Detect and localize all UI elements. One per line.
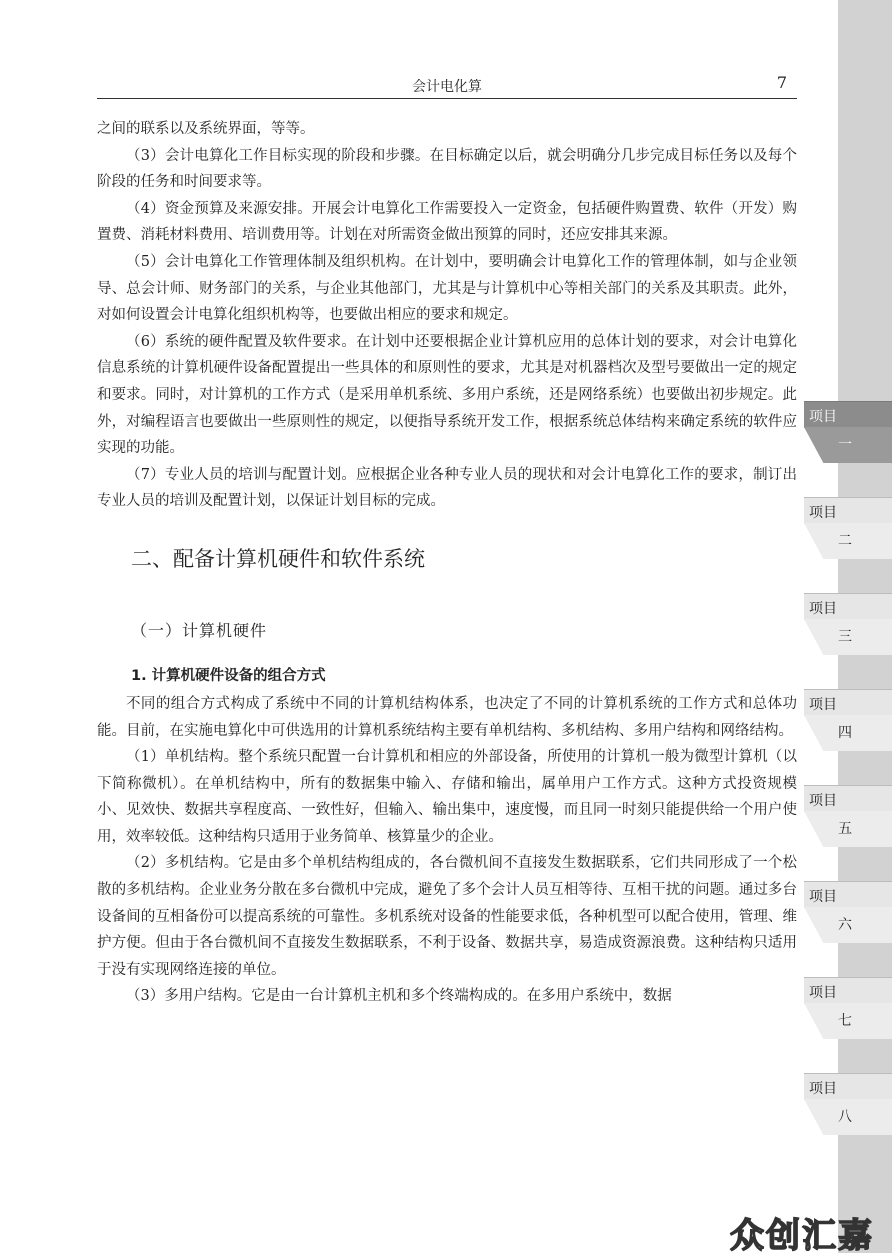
watermark-logo: 众创汇嘉 — [730, 1216, 874, 1256]
side-tab-number: 一 — [838, 437, 852, 453]
side-tab-project-2[interactable] — [804, 497, 892, 559]
side-tab-project-6[interactable] — [804, 881, 892, 943]
side-tab-label: 项目 — [809, 505, 837, 521]
side-tab-project-4[interactable] — [804, 689, 892, 751]
side-tab-label: 项目 — [809, 1081, 837, 1097]
body-text — [97, 116, 797, 1010]
paragraph: （1）单机结构。整个系统只配置一台计算机和相应的外部设备，所使用的计算机一般为微型计算机（以下简称微机）。在单机结构中，所有的数据集中输入、存储和输出，属单用户工作方式。这种方式投资规模小、见效快、数据共享程度高、一致性好，但输入、输出集中，速度慢，而且同一时刻只能提供给一个用户使用，效率较低。这种结构只适用于业务简单、核算量少的企业。 — [97, 749, 797, 845]
running-header — [97, 70, 797, 99]
paragraph: （2）多机结构。它是由多个单机结构组成的，各台微机间不直接发生数据联系，它们共同形成了一个松散的多机结构。企业业务分散在多台微机中完成，避免了多个会计人员互相等待、互相干扰的问题。通过多台设备间的互相备份可以提高系统的可靠性。多机系统对设备的性能要求低，各种机型可以配合使用，管理、维护方便。但由于各台微机间不直接发生数据联系，不利于设备、数据共享，易造成资源浪费。这种结构只适用于没有实现网络连接的单位。 — [97, 855, 797, 978]
paragraph: 之间的联系以及系统界面，等等。 — [97, 121, 315, 137]
side-tab-number: 七 — [838, 1013, 852, 1029]
paragraph: （7）专业人员的培训与配置计划。应根据企业各种专业人员的现状和对会计电算化工作的要求，制订出专业人员的培训及配置计划，以保证计划目标的完成。 — [97, 466, 797, 510]
paragraph: （3）多用户结构。它是由一台计算机主机和多个终端构成的。在多用户系统中，数据 — [126, 988, 672, 1005]
section-heading: 二、配备计算机硬件和软件系统 — [131, 546, 425, 571]
paragraph: （5）会计电算化工作管理体制及组织机构。在计划中，要明确会计电算化工作的管理体制，如与企业领导、总会计师、财务部门的关系，与企业其他部门，尤其是与计算机中心等相关部门的关系及其职责。此外，对如何设置会计电算化组织机构等，也要做出相应的要求和规定。 — [97, 253, 797, 324]
side-tab-project-7[interactable] — [804, 977, 892, 1039]
paragraph: （6）系统的硬件配置及软件要求。在计划中还要根据企业计算机应用的总体计划的要求，对会计电算化信息系统的计算机硬件设备配置提出一些具体的和原则性的要求，尤其是对机器档次及型号要做出一定的规定和要求。同时，对计算机的工作方式（是采用单机系统、多用户系统，还是网络系统）也要做出初步规定。此外，对编程语言也要做出一些原则性的规定，以便指导系统开发工作，根据系统总体结构来确定系统的软件应实现的功能。 — [97, 333, 797, 457]
side-tab-label: 项目 — [809, 601, 837, 617]
side-tab-label: 项目 — [809, 889, 837, 905]
side-tab-number: 六 — [838, 917, 852, 933]
paragraph: 不同的组合方式构成了系统中不同的计算机结构体系，也决定了不同的计算机系统的工作方式和总体功能。目前，在实施电算化中可供选用的计算机系统结构主要有单机结构、多机结构、多用户结构和网络结构。 — [97, 695, 797, 739]
paragraph: （4）资金预算及来源安排。开展会计电算化工作需要投入一定资金，包括硬件购置费、软件（开发）购置费、消耗材料费用、培训费用等。计划在对所需资金做出预算的同时，还应安排其来源。 — [97, 200, 797, 244]
side-tab-number: 五 — [838, 821, 852, 837]
page-number: 7 — [776, 73, 787, 92]
header-title: 会计电化算 — [412, 79, 482, 95]
side-tab-project-5[interactable] — [804, 785, 892, 847]
side-tab-label: 项目 — [809, 985, 837, 1001]
side-tab-label: 项目 — [809, 697, 837, 713]
side-tab-project-1[interactable] — [804, 401, 892, 463]
side-tab-number: 八 — [838, 1109, 852, 1125]
side-tab-number: 二 — [838, 533, 852, 549]
paragraph: （3）会计电算化工作目标实现的阶段和步骤。在目标确定以后，就会明确分几步完成目标任务以及每个阶段的任务和时间要求等。 — [97, 147, 797, 191]
subsubsection-heading: 1. 计算机硬件设备的组合方式 — [131, 667, 326, 684]
side-tab-number: 四 — [838, 725, 852, 741]
side-tab-label: 项目 — [809, 793, 837, 809]
side-tab-label: 项目 — [809, 409, 837, 425]
side-tab-project-3[interactable] — [804, 593, 892, 655]
subsection-heading: （一）计算机硬件 — [131, 620, 268, 640]
side-tab-project-8[interactable] — [804, 1073, 892, 1135]
side-tab-number: 三 — [838, 629, 852, 645]
